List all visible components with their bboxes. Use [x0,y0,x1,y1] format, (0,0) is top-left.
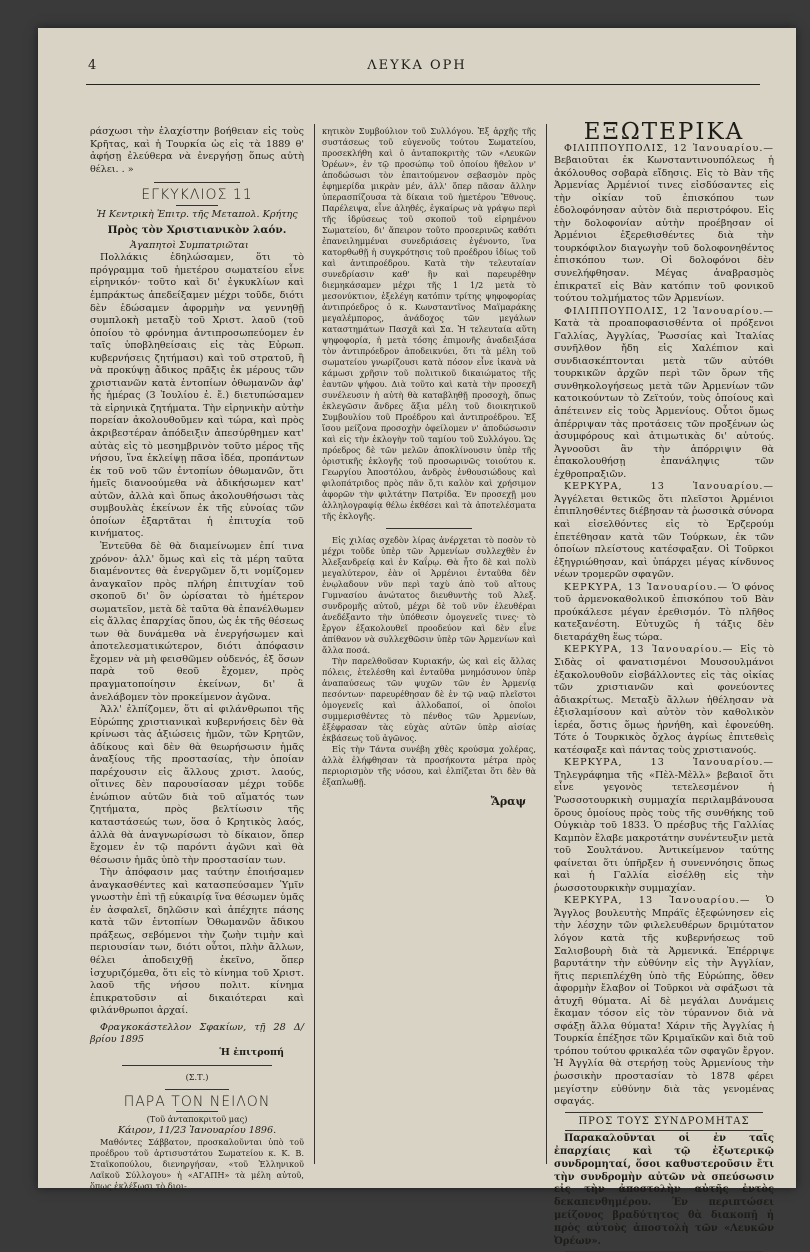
column-2 [322,126,536,1166]
newspaper-page [38,28,796,1247]
paragraph: Ἐντεῦθα δὲ θὰ διαμείνωμεν ἐπί τινα χρόνον· ἀλλ' ὅμως καὶ εἰς τὰ μέρη ταῦτα διαμένοντες θὰ ἐνεργῶμεν ὅ,τι νομίζομεν ἀναγκαῖον πρὸς πλήρη ἐπιτυχίαν τοῦ σκοποῦ δι' ὃν ὡρίσαται τὸ ἡμέτερον σωματεῖον, μετὰ δὲ ταῦτα θὰ ἐπανέλθωμεν εἰς ἄλλας ἐπαρχίας ὅπου, ὡς ἐκ τῆς θέσεως των θὰ δυνάμεθα νὰ ἐνεργήσωμεν καὶ ἀποτελεσματικώτερον, διότι ἀπόφασιν ἔχομεν νὰ μὴ φεισθῶμεν οὐδενός, ἐξ ὅσων παρὰ τοῦ θεοῦ ἔχομεν, πρὸς πραγματοποίησιν ἐκείνων, δι' ἃ ἀνελάβομεν τὸν προκείμενον ἀγῶνα. [90,540,304,703]
paragraph: Εἰς χιλίας σχεδὸν λίρας ἀνέρχεται τὸ ποσὸν τὸ μέχρι τοῦδε ὑπὲρ τῶν Ἀρμενίων συλλεχθὲν ἐν Ἀλεξανδρείᾳ καὶ ἐν Καΐρῳ. Θὰ ἦτο δὲ καὶ πολὺ μεγαλύτερον, ἐὰν οἱ Ἀρμένιοι ἐνταῦθα δὲν ἐνῳλαδουν νῦν περὶ ταχὺ ἀπὸ τοῦ αἴτους Γυμνασίου ἀνώτατος διευθυντὴς τοῦ Ἀλεξ. συνδρομῆς αὐτοῦ, μέχρι δὲ τοῦ νῦν ἐλευθέραι ἀνεδέξαντο τὴν ὑπόθεσιν ὁμογενεῖς τινες· τὸ ἔργον ἐξακολουθεῖ προοδεύον καὶ δὲν εἶνε ἀπίθανον νὰ συλλεχθῶσιν ὑπὲρ τῶν Ἀρμενίων καὶ ἄλλα ποσά. [322,535,536,655]
news-item [554,644,774,757]
divider [176,1111,219,1112]
initials: (Σ.Τ.) [185,1072,209,1083]
divider [176,205,219,206]
encyclical-heading: ΕΓΚΥΚΛΙΟΣ 11 [141,187,253,204]
news-item [554,481,774,581]
divider [386,528,472,529]
divider [122,1065,272,1066]
paragraph: Εἰς τὴν Τάντα συνέβη χθὲς κρούσμα χολέρας, ἀλλὰ ἐλήφθησαν τὰ προσήκοντα μέτρα πρὸς περιορισμὸν τῆς νόσου, καὶ ἐλπίζεται ὅτι δὲν θὰ ἐξαπλωθῇ. [322,744,536,787]
news-lead: ΚΕΡΚΥΡΑ, 13 Ἰανουαρίου.— [564,644,734,656]
dateline: Κάιρον, 11/23 Ἰανουαρίου 1896. [117,1124,277,1136]
addressee-line: Πρὸς τὸν Χριστιανικὸν λαόν. [107,224,287,237]
news-text: Κατὰ τὰ προαποφασισθέντα οἱ πρόξενοι Γαλλίας, Ἀγγλίας, Ῥωσσίας καὶ Ἰταλίας συνῆλθον ἤδη εἰς Χαλέπιον καὶ συνδιασκέπτονται μετὰ τῶν αὐτόθι τουρκικῶν ἀρχῶν περὶ τῶν ὅρων τῆς συνθηκολογήσεως μετὰ τῶν Ἀρμενίων τῶν κατοικούντων τὸ Ζεϊτούν, τοὺς ὁποίους καὶ ἀπέτεινεν εἰς τοὺς Ἀρμενίους. Οὗτοι ὅμως ἀπέρριψαν τὰς προτάσεις τῶν προξένων ὡς ἀσυμφόρους καὶ ἀτιμωτικὰς δι' αὐτούς. Ἀγνοοῦσι ἂν τὴν ἀπόρριψιν θὰ ἐπακολουθήσῃ ἐπανάληψις τῶν ἐχθροπραξιῶν. [554,318,774,480]
page-number: 4 [88,58,99,73]
page-header [38,58,796,80]
news-item [554,895,774,1108]
news-text: Βεβαιοῦται ἐκ Κωνσταντινουπόλεως ἡ ἀκόλουθος σοβαρὰ εἴδησις. Εἰς τὸ Βὰν τῆς Ἀρμενίας Ἀρμένιοί τινες εἰσδύσαντες εἰς τὴν οἰκίαν τοῦ ἐπισκόπου των ἐδολοφόνησαν αὐτὸν διὰ περιστρόφου. Εἰς τὴν δολοφονίαν αὐτὴν προέβησαν οἱ Ἀρμένιοι ἐξερεθισθέντες διὰ τὴν τουρκόφιλον διαγωγὴν τοῦ δολοφονηθέντος ἐπισκόπου των. Οἱ δολοφόνοι δὲν συνελήφθησαν. Μέγας ἀναβρασμὸς ἐπικρατεῖ εἰς Βὰν κατόπιν τοῦ φονικοῦ τούτου τολμήματος τῶν Ἀρμενίων. [554,155,774,305]
divider [154,182,240,183]
column-divider [314,124,315,1164]
paragraph: Ἀλλ' ἐλπίζομεν, ὅτι αἱ φιλάνθρωποι τῆς Εὐρώπης χριστιανικαὶ κυβερνήσεις δὲν θὰ κρίνωσι τὰς ἀξιώσεις ἡμῶν, τῶν Κρητῶν, ἀδίκους καὶ δὲν θὰ θεωρήσωσιν ἡμᾶς ἀναξίους τῆς προστασίας, τὴν ὁποίαν παρέχουσιν εἰς ἄλλους χριστ. λαούς, οἵτινες δὲν παρουσίασαν μέχρι τοῦδε ἐνώπιον αὐτῶν διὰ τοῦ αἵματός των ζητήματα, πρὸς βελτίωσιν τῆς καταστάσεώς των, ὅσα ὁ Κρητικὸς λαός, ἀλλὰ θὰ ἀναγνωρίσωσι τὸ δίκαιον, ὅπερ ἔχομεν ἐν τῷ παρόντι ἀγῶνι καὶ θὰ θέσωσιν ἡμᾶς ὑπὸ τὴν προστασίαν των. [90,704,304,866]
news-lead: ΚΕΡΚΥΡΑ, 13 Ἰανουαρίου.— [564,757,774,769]
salutation: Ἀγαπητοὶ Συμπατριῶται [130,239,249,251]
column-3 [554,119,775,1247]
signature: Ἄραψ [490,795,526,808]
news-lead: ΚΕΡΚΥΡΑ, 13 Ἰανουαρίου.— [564,895,751,907]
news-item [554,757,774,895]
news-text: Εἰς τὸ Σιδὰς οἱ φανατισμένοι Μουσουλμάνοι ἐξακολουθοῦν εἰσβάλλοντες εἰς τὰς οἰκίας τῶν χριστιανῶν καὶ φονεύοντες ἀδιακρίτως. Μεταξὺ ἄλλων ἠθέλησαν νὰ ἐξισλαμίσουν καὶ αὐτὸν τὸν καθολικὸν ἱερέα, ὅστις ὅμως ἠρνήθη, καὶ ἐφονεύθη. Τότε ὁ Τουρκικὸς ὄχλος ἀγρίως ἐπιτεθεὶς κατέσφαξε καὶ πάντας τοὺς χριστιανούς. [554,644,774,756]
newspaper-title: ΛΕΥΚΑ ΟΡΗ [367,58,467,73]
continued-paragraph: ράσχωσι τὴν ἐλαχίστην βοήθειαν εἰς τοὺς Κρῆτας, καὶ ἡ Τουρκία ὡς εἰς τὰ 1889 θ' ἀφήσῃ ἐλεύθερα νὰ ἐνεργήσῃ ὅπως αὐτὴ θέλει. . » [90,126,304,175]
news-text: Ὁ φόνος τοῦ ἀρμενοκαθολικοῦ ἐπισκόπου τοῦ Βὰν προύκάλεσε μέγαν ἐρεθισμόν. Τὸ πλῆθος κατεξανέστη. Εὐτυχῶς ἡ τάξις δὲν διεταράχθη ἕως τώρα. [554,581,774,643]
paragraph: Μαθόντες Σάββατον, προσκαλοῦνται ὑπὸ τοῦ προέδρου τοῦ ἀρτισυστάτου Σωματείου κ. Κ. Β. Σταϊκοπούλου, διενηργήσαν, «τοῦ Ἑλληνικοῦ Λαϊκοῦ Σύλλογου» ἡ «ΑΓΑΠΗ» τὰ μέλη αὐτοῦ, ὅπως ἐκλέξωσι τὸ διοι- [90,1137,304,1192]
news-item [554,143,774,306]
correspondent-note: (Τοῦ ἀνταποκριτοῦ μας) [146,1113,248,1124]
foreign-news-heading: ΕΞΩΤΕΡΙΚΑ [583,119,745,145]
column-1 [90,126,304,1192]
paragraph: Πολλάκις ἐδηλώσαμεν, ὅτι τὸ πρόγραμμα τοῦ ἡμετέρου σωματείου εἶνε εἰρηνικόν· τοῦτο καὶ δι' ἐγκυκλίων καὶ ἐμπράκτως ἀπεδείξαμεν μέχρι τοῦδε, διότι δὲν ἐδώσαμεν ἀφορμὴν να γεννηθῇ συμπλοκὴ μεταξὺ τοῦ Χριστ. λαοῦ (τοῦ ὁποίου τὸ φρόνημα ἀντιπροσωπεύομεν ἐν ταῖς ὑποβληθείσαις εἰς τὰς Εὐρωπ. κυβερνήσεις ζητήμασι) καὶ τοῦ στρατοῦ, ἢ νὰ προκύψῃ ἄδικος πρᾶξις ἐκ μέρους τῶν χριστιανῶν κατὰ ἐντοπίων ὀθωμανῶν ἀφ' ἧς ἡμέρας (3 Ἰουλίου ἐ. ἔ.) διετυπώσαμεν τὰ εἰρηνικὰ ζητήματα. Τὴν εἰρηνικὴν αὐτὴν πορείαν ἀκολουθοῦμεν καὶ τώρα, καὶ πρὸς ἀκριβεστέραν ἀπόδειξιν ἀπεσύρθημεν κατ' αὐτὰς εἰς τὸ μεσημβρινὸν τοῦτο μέρος τῆς νήσου, ἵνα ἐκλείψῃ πᾶσα ἰδέα, προπάντων ἐκ τοῦ νοῦ τῶν ἐντοπίων ὀθωμανῶν, ὅτι ἡμεῖς διανοούμεθα νὰ ἀδικήσωμεν κατ' αὐτῶν, ἀλλὰ καὶ ὅπως ἀκολουθήσωσι τὰς συμβουλὰς ἐκείνων ἐκ τῆς εὐνοίας τῶν ὁποίων ἐξαρτᾶται ἡ ἐπιτυχία τοῦ κινήματος. [90,252,304,540]
committee-line: Ἡ Κεντρικὴ Ἐπιτρ. τῆς Μεταπολ. Κρήτης [96,208,298,220]
column-divider [546,124,547,1164]
paragraph: Τὴν παρελθοῦσαν Κυριακήν, ὡς καὶ εἰς ἄλλας πόλεις, ἐτελέσθη καὶ ἐνταῦθα μνημόσυνον ὑπὲρ ἀναπαύσεως τῶν ψυχῶν τῶν ἐν Ἀρμενίᾳ πεσόντων· παρευρέθησαν δὲ ἐν τῷ ναῷ πλεῖστοι ὁμογενεῖς καὶ ἀλλοδαποί, οἱ ὁποῖοι συμμερισθέντες τὸ πένθος τῶν Ἀρμενίων, ἐξέφρασαν τὰς εὐχὰς αὐτῶν ὑπὲρ αἰσίας ἐκβάσεως τοῦ ἀγῶνος. [322,656,536,743]
paragraph: κητικὸν Συμβούλιον τοῦ Συλλόγου. Ἐξ ἀρχῆς τῆς συστάσεως τοῦ εὐγενοῦς τούτου Σωματείου, προσεκλήθη καὶ ὁ ἀνταποκριτὴς τῶν «Λευκῶν Ὀρέων», ἐν τῷ προσώπῳ τοῦ ὁποίου ἤθελον ν' ἀποδώσωσι τὸν ἐπαιτούμενον σεβασμὸν πρὸς ἐφημερίδα μικρὰν μέν, ἀλλ' ὅπερ πᾶσαν ἄλλην ὑπερασπίζουσα τὰ δίκαια τοῦ ἡμετέρου Ἔθνους. Παρέλειψα, εἶνε ἀληθές, ἐγκαίρως νὰ γράψω περὶ τῆς ἱδρύσεως τοῦ σκοποῦ τοῦ εἰρημένου Σωματείου, δι' ἄπειρον τοῦτο προσερινῶς καθότι ἐπανειλημμέναι συνεδριάσεις ἐγένοντο, ἵνα κατορθωθῇ ἡ συγκρότησις τοῦ προέδρου ἰδίως τοῦ καὶ ἀντιπροέδρου. Κατὰ τὴν τελευταίαν συνεδρίασιν καθ' ἣν καὶ παρευρέθην διεμηκάσαμεν μέχρι τῆς 1 1/2 μετὰ τὸ μεσονύκτιον, ἐξελέγη κατόπιν τρίτης ψηφοφορίας ἀντιπρόεδρος ὁ κ. Κωνσταντῖνος Μαϊμαράκης μεγαλέμπορος, ἀνάδοχος τῶν μεγάλων καταστημάτων Πασχᾶ καὶ Σα. Ἡ τελευταία αὕτη ψηφοφορία, ἡ μετὰ τόσης ἐπιμονῆς ἀναδειξάσα τὸν ἀντιπρόεδρον ἀποδεικνύει, ὅτι τὰ μέλη τοῦ σωματείου γνωρίζουσι κατὰ πόσον εἶνε ἱκανὰ νὰ κάμωσι χρῆσιν τοῦ πολιτικοῦ δικαιώματος τῆς ἑαυτῶν ψήφου. Διὰ τοῦτο καὶ κατὰ τὴν προσεχῆ συνέλευσιν ἡ αὐτὴ θὰ καταβληθῇ προσοχὴ, ὅπως ἐκλεγῶσιν ἄνδρες ἄξια μέλη τοῦ διοικητικοῦ Συμβουλίου τοῦ Προέδρου καὶ ἀντιπροέδρου. Ἐξ ἴσου μείζονα προσοχὴν ὀφείλομεν ν' ἀποδώσωσιν καὶ εἰς τὴν ἐκλογὴν τοῦ ταμίου τοῦ Συλλόγου. Ὡς πρόεδρος δὲ τῶν μελῶν ἀποκλίνουσιν ὑπὲρ τῆς ὁριστικῆς ἐκλογῆς τοῦ προσωρινῶς τοιούτου κ. Γεωργίου Ἀποστόλου, ἀνδρὸς ἐνθουσιώδους καὶ φιλοπάτριδος πρὸς πᾶν ὅ,τι καλὸν καὶ χρήσιμον ἀφορῶν τὴν φιλτάτην Πατρίδα. Ἐν προσεχῇ μου ἀλληλογραφίᾳ θέλω ἐκθέσει καὶ τὰ ἀποτελέσματα τῆς ἐκλογῆς. [322,126,536,521]
divider [165,1089,229,1090]
news-text: Τηλεγράφημα τῆς «Πὲλ-Μὲλλ» βεβαιοῖ ὅτι εἶνε γεγονὸς τετελεσμένον ἡ Ῥωσσοτουρκικὴ συμμαχία περιλαμβάνουσα ὅρους ὁμοίους πρὸς τοὺς τῆς συνθήκης τοῦ Οὐγκιὰρ τοῦ 1833. Ὁ πρέσβυς τῆς Γαλλίας Καμπὸν ἔλαβε μακροτάτην συνέντευξιν μετὰ τοῦ Σουλτάνου. Ἀντικείμενον ταύτης φαίνεται ὅτι ὑπῆρξεν ἡ συνεννόησις ὅπως καὶ ἡ Γαλλία εἰσέλθῃ εἰς τὴν ῥωσσοτουρκικὴν συμμαχίαν. [554,769,775,894]
notice-heading: ΠΡΟΣ ΤΟΥΣ ΣΥΝΔΡΟΜΗΤΑΣ [578,1115,750,1127]
paragraph: Τὴν ἀπόφασιν μας ταύτην ἐποιήσαμεν ἀναγκασθέντες καὶ κατασπεύσαμεν Ὑμῖν γνωστὴν ἐπὶ τῇ εὐκαιρίᾳ ἵνα θέσωμεν ὑμᾶς ἐν ἀσφαλεῖ, δηλῶσιν καὶ ἀπέχητε πάσης κατὰ τῶν ἐντοπίων Ὀθωμανῶν ἄδικου πράξεως, σεβόμενοι τὴν ζωὴν τιμὴν καὶ περιουσίαν των, διότι οὗτοι, πλὴν ἄλλων, θέλει ἀποδειχθῇ ἐκεῖνο, ὅπερ ἰσχυριζόμεθα, ὅτι εἰς τὸ κίνημα τοῦ Χριστ. λαοῦ τῆς νήσου πολιτ. κίνημα ἐπικρατοῦσιν αἱ δικαιότεραι καὶ φιλάνθρωποι ἀρχαί. [90,867,304,1017]
section-heading-nile: ΠΑΡΑ ΤΟΝ ΝΕΙΛΟΝ [123,1094,271,1111]
signature: Ἡ ἐπιτροπή [219,1046,284,1058]
news-item [554,582,774,645]
notice-text: Παρακαλοῦνται οἱ ἐν ταῖς ἐπαρχίαις καὶ τῷ ἐξωτερικῷ συνδρομηταί, ὅσοι καθυστεροῦσιν ἔτι τὴν συνδρομὴν αὐτῶν νὰ σπεύσωσιν εἰς τὴν ἀποστολὴν αὐτῆς ἐντὸς δεκαπενθημέρου. Ἐν περιπτώσει μείζονος βραδύτητος θὰ διακοπῇ ἡ πρὸς αὐτοὺς ἀποστολὴ τῶν «Λευκῶν Ὀρέων». [554,1133,774,1247]
place-date: Φραγκοκάστελλον Σφακίων, τῇ 28 Δ/βρίου 1895 [90,1021,304,1046]
header-rule [86,84,760,85]
news-text: Ὁ Ἄγγλος βουλευτὴς Μπράϊς ἐξεφώνησεν εἰς τὴν λέσχην τῶν φιλελευθέρων δριμύτατον λόγον κατὰ τῆς κυβερνήσεως τοῦ Σαλισβουρὴ διὰ τὰ Ἀρμενικά. Ἐπέρριψε βαρυτάτην τὴν εὐθύνην εἰς τὴν Ἀγγλίαν, ἥτις περιεπλέχθη ὑπὸ τῆς Εὐρώπης, ὅθεν ἀφορμὴν ἔλαβον οἱ Τοῦρκοι νὰ σφάξωσι τὰ ἀτυχῆ θύματα. Αἱ δὲ μεγάλαι Δυνάμεις ἔκαμαν τόσον εἰς τὸν τύραννον διὰ νὰ σφάξῃ ἄλλα θύματα! Χάριν τῆς Ἀγγλίας ἡ Τουρκία ἐπέξησε τῶν Κριμαϊκῶν καὶ διὰ τοῦ τρόπου τούτου φρικαλέα τῶν σφαγῶν ἔργον. Ἡ Ἀγγλία θὰ στερήσῃ τοὺς Ἀρμενίους τὴν ῥωσσικὴν προστασίαν τὸ 1878 φέρει μεγίστην εὐθύνην διὰ τὰς γενομένας σφαγάς. [554,895,774,1108]
divider [565,1112,763,1113]
news-item [554,306,774,482]
news-lead: ΦΙΛΙΠΠΟΥΠΟΛΙΣ, 12 Ἰανουαρίου.— [564,142,774,154]
news-lead: ΚΕΡΚΥΡΑ, 13 Ἰανουαρίου.— [564,481,774,493]
news-text: Ἀγγέλεται θετικῶς ὅτι πλεῖστοι Ἀρμένιοι ἐπιπλησθέντες διέβησαν τὰ ῥωσσικὰ σύνορα καὶ εἰσελθόντες εἰς τὸ Ἐρζερούμ ἐπετέθησαν κατὰ τῶν Τούρκων, ἐκ τῶν ὁποίων πλείστους κατέσφαξαν. Οἱ Τοῦρκοι ἐξηγριώθησαν, καὶ ὑπάρχει μέγας κίνδυνος νέων τρομερῶν σφαγῶν. [554,493,774,581]
news-lead: ΦΙΛΙΠΠΟΥΠΟΛΙΣ, 12 Ἰανουαρίου.— [564,305,774,317]
divider [565,1130,763,1131]
news-lead: ΚΕΡΚΥΡΑ, 13 Ἰανουαρίου.— [564,581,729,593]
